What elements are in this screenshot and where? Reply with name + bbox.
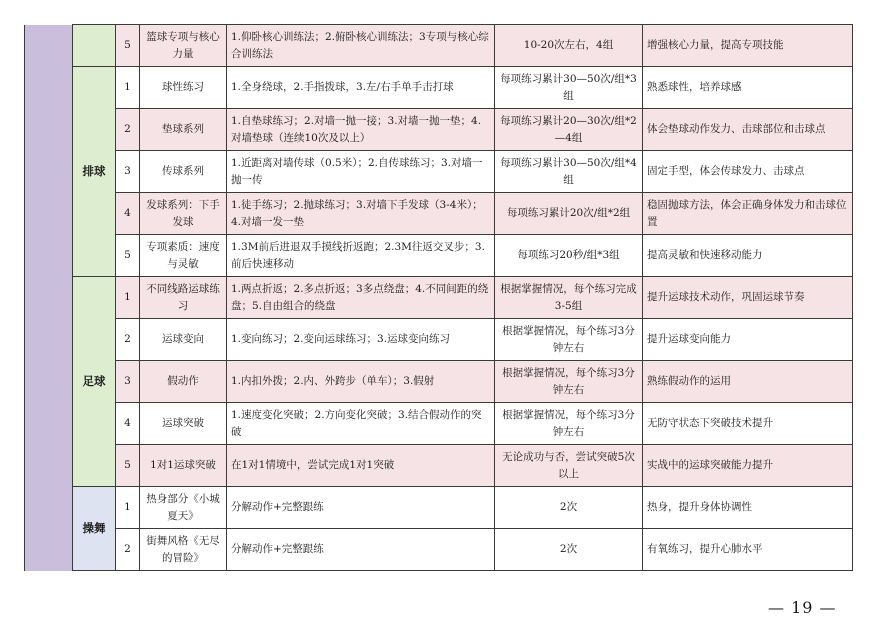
item-name: 传球系列 — [140, 151, 227, 193]
item-goal: 有氧练习，提升心肺水平 — [643, 529, 853, 571]
table-row — [25, 151, 853, 193]
item-quantity: 每项练习20秒/组*3组 — [495, 235, 643, 277]
item-goal: 热身，提升身体协调性 — [643, 487, 853, 529]
row-number: 1 — [116, 277, 140, 319]
item-content: 1.仰卧核心训练法；2.俯卧核心训练法；3专项与核心综合训练法 — [227, 25, 495, 67]
row-number: 5 — [116, 25, 140, 67]
item-content: 1.变向练习；2.变向运球练习；3.运球变向练习 — [227, 319, 495, 361]
row-number: 2 — [116, 529, 140, 571]
item-goal: 实战中的运球突破能力提升 — [643, 445, 853, 487]
row-number: 3 — [116, 361, 140, 403]
group-label-dance: 操舞 — [73, 487, 116, 571]
table-row — [25, 403, 853, 445]
item-name: 1对1运球突破 — [140, 445, 227, 487]
row-number: 2 — [116, 319, 140, 361]
item-quantity: 根据掌握情况，每个练习3分钟左右 — [495, 403, 643, 445]
table-row — [25, 529, 853, 571]
item-quantity: 2次 — [495, 487, 643, 529]
item-goal: 提升运球技术动作，巩固运球节奏 — [643, 277, 853, 319]
item-goal: 熟练假动作的运用 — [643, 361, 853, 403]
group-label-football: 足球 — [73, 277, 116, 487]
item-content: 分解动作+完整跟练 — [227, 529, 495, 571]
item-content: 1.全身绕球，2.手指拨球，3.左/右手单手击打球 — [227, 67, 495, 109]
item-content: 1.速度变化突破；2.方向变化突破；3.结合假动作的突破 — [227, 403, 495, 445]
row-number: 1 — [116, 487, 140, 529]
item-name: 发球系列：下手发球 — [140, 193, 227, 235]
item-name: 不同线路运球练习 — [140, 277, 227, 319]
item-content: 1.3M前后进退双手摸线折返跑；2.3M往返交叉步；3.前后快速移动 — [227, 235, 495, 277]
item-name: 热身部分《小城夏天》 — [140, 487, 227, 529]
item-content: 1.近距离对墙传球（0.5米）；2.自传球练习；3.对墙一抛一传 — [227, 151, 495, 193]
row-number: 4 — [116, 193, 140, 235]
item-quantity: 2次 — [495, 529, 643, 571]
table-row — [25, 319, 853, 361]
item-goal: 提高灵敏和快速移动能力 — [643, 235, 853, 277]
item-content: 1.自垫球练习；2.对墙一抛一接；3.对墙一抛一垫；4.对墙垫球（连续10次及以上） — [227, 109, 495, 151]
group-cell-basketball — [73, 25, 116, 67]
item-goal: 体会垫球动作发力、击球部位和击球点 — [643, 109, 853, 151]
group-label-volleyball: 排球 — [73, 67, 116, 277]
item-content: 分解动作+完整跟练 — [227, 487, 495, 529]
item-content: 1.内扣外拨；2.内、外跨步（单车）；3.假射 — [227, 361, 495, 403]
item-quantity: 无论成功与否，尝试突破5次以上 — [495, 445, 643, 487]
table-row — [25, 277, 853, 319]
row-number: 2 — [116, 109, 140, 151]
item-name: 篮球专项与核心力量 — [140, 25, 227, 67]
item-content: 在1对1情境中，尝试完成1对1突破 — [227, 445, 495, 487]
item-quantity: 每项练习累计20—30次/组*2—4组 — [495, 109, 643, 151]
row-number: 4 — [116, 403, 140, 445]
row-number: 5 — [116, 235, 140, 277]
table-row — [25, 109, 853, 151]
item-name: 垫球系列 — [140, 109, 227, 151]
row-number: 5 — [116, 445, 140, 487]
item-quantity: 根据掌握情况，每个练习完成3-5组 — [495, 277, 643, 319]
table-row — [25, 25, 853, 67]
item-goal: 固定手型，体会传球发力、击球点 — [643, 151, 853, 193]
table-row — [25, 193, 853, 235]
item-quantity: 每项练习累计20次/组*2组 — [495, 193, 643, 235]
item-quantity: 每项练习累计30—50次/组*4组 — [495, 151, 643, 193]
item-quantity: 根据掌握情况，每个练习3分钟左右 — [495, 319, 643, 361]
table-row — [25, 235, 853, 277]
schedule-table-container — [24, 24, 852, 571]
item-name: 专项素质：速度与灵敏 — [140, 235, 227, 277]
table-row — [25, 67, 853, 109]
item-name: 运球突破 — [140, 403, 227, 445]
left-side-strip — [25, 25, 73, 571]
item-name: 球性练习 — [140, 67, 227, 109]
page-number: — 19 — — [768, 598, 837, 617]
item-goal: 稳固抛球方法，体会正确身体发力和击球位置 — [643, 193, 853, 235]
table-row — [25, 445, 853, 487]
item-name: 运球变向 — [140, 319, 227, 361]
item-goal: 提升运球变向能力 — [643, 319, 853, 361]
item-quantity: 每项练习累计30—50次/组*3组 — [495, 67, 643, 109]
item-content: 1.两点折返；2.多点折返；3多点绕盘；4.不同间距的绕盘；5.自由组合的绕盘 — [227, 277, 495, 319]
training-schedule-table — [24, 24, 853, 571]
row-number: 1 — [116, 67, 140, 109]
table-row — [25, 487, 853, 529]
item-content: 1.徒手练习；2.抛球练习；3.对墙下手发球（3-4米）；4.对墙一发一垫 — [227, 193, 495, 235]
table-row — [25, 361, 853, 403]
row-number: 3 — [116, 151, 140, 193]
item-name: 假动作 — [140, 361, 227, 403]
item-goal: 熟悉球性，培养球感 — [643, 67, 853, 109]
item-goal: 无防守状态下突破技术提升 — [643, 403, 853, 445]
item-goal: 增强核心力量，提高专项技能 — [643, 25, 853, 67]
item-quantity: 根据掌握情况，每个练习3分钟左右 — [495, 361, 643, 403]
item-quantity: 10-20次左右，4组 — [495, 25, 643, 67]
item-name: 街舞风格《无尽的冒险》 — [140, 529, 227, 571]
